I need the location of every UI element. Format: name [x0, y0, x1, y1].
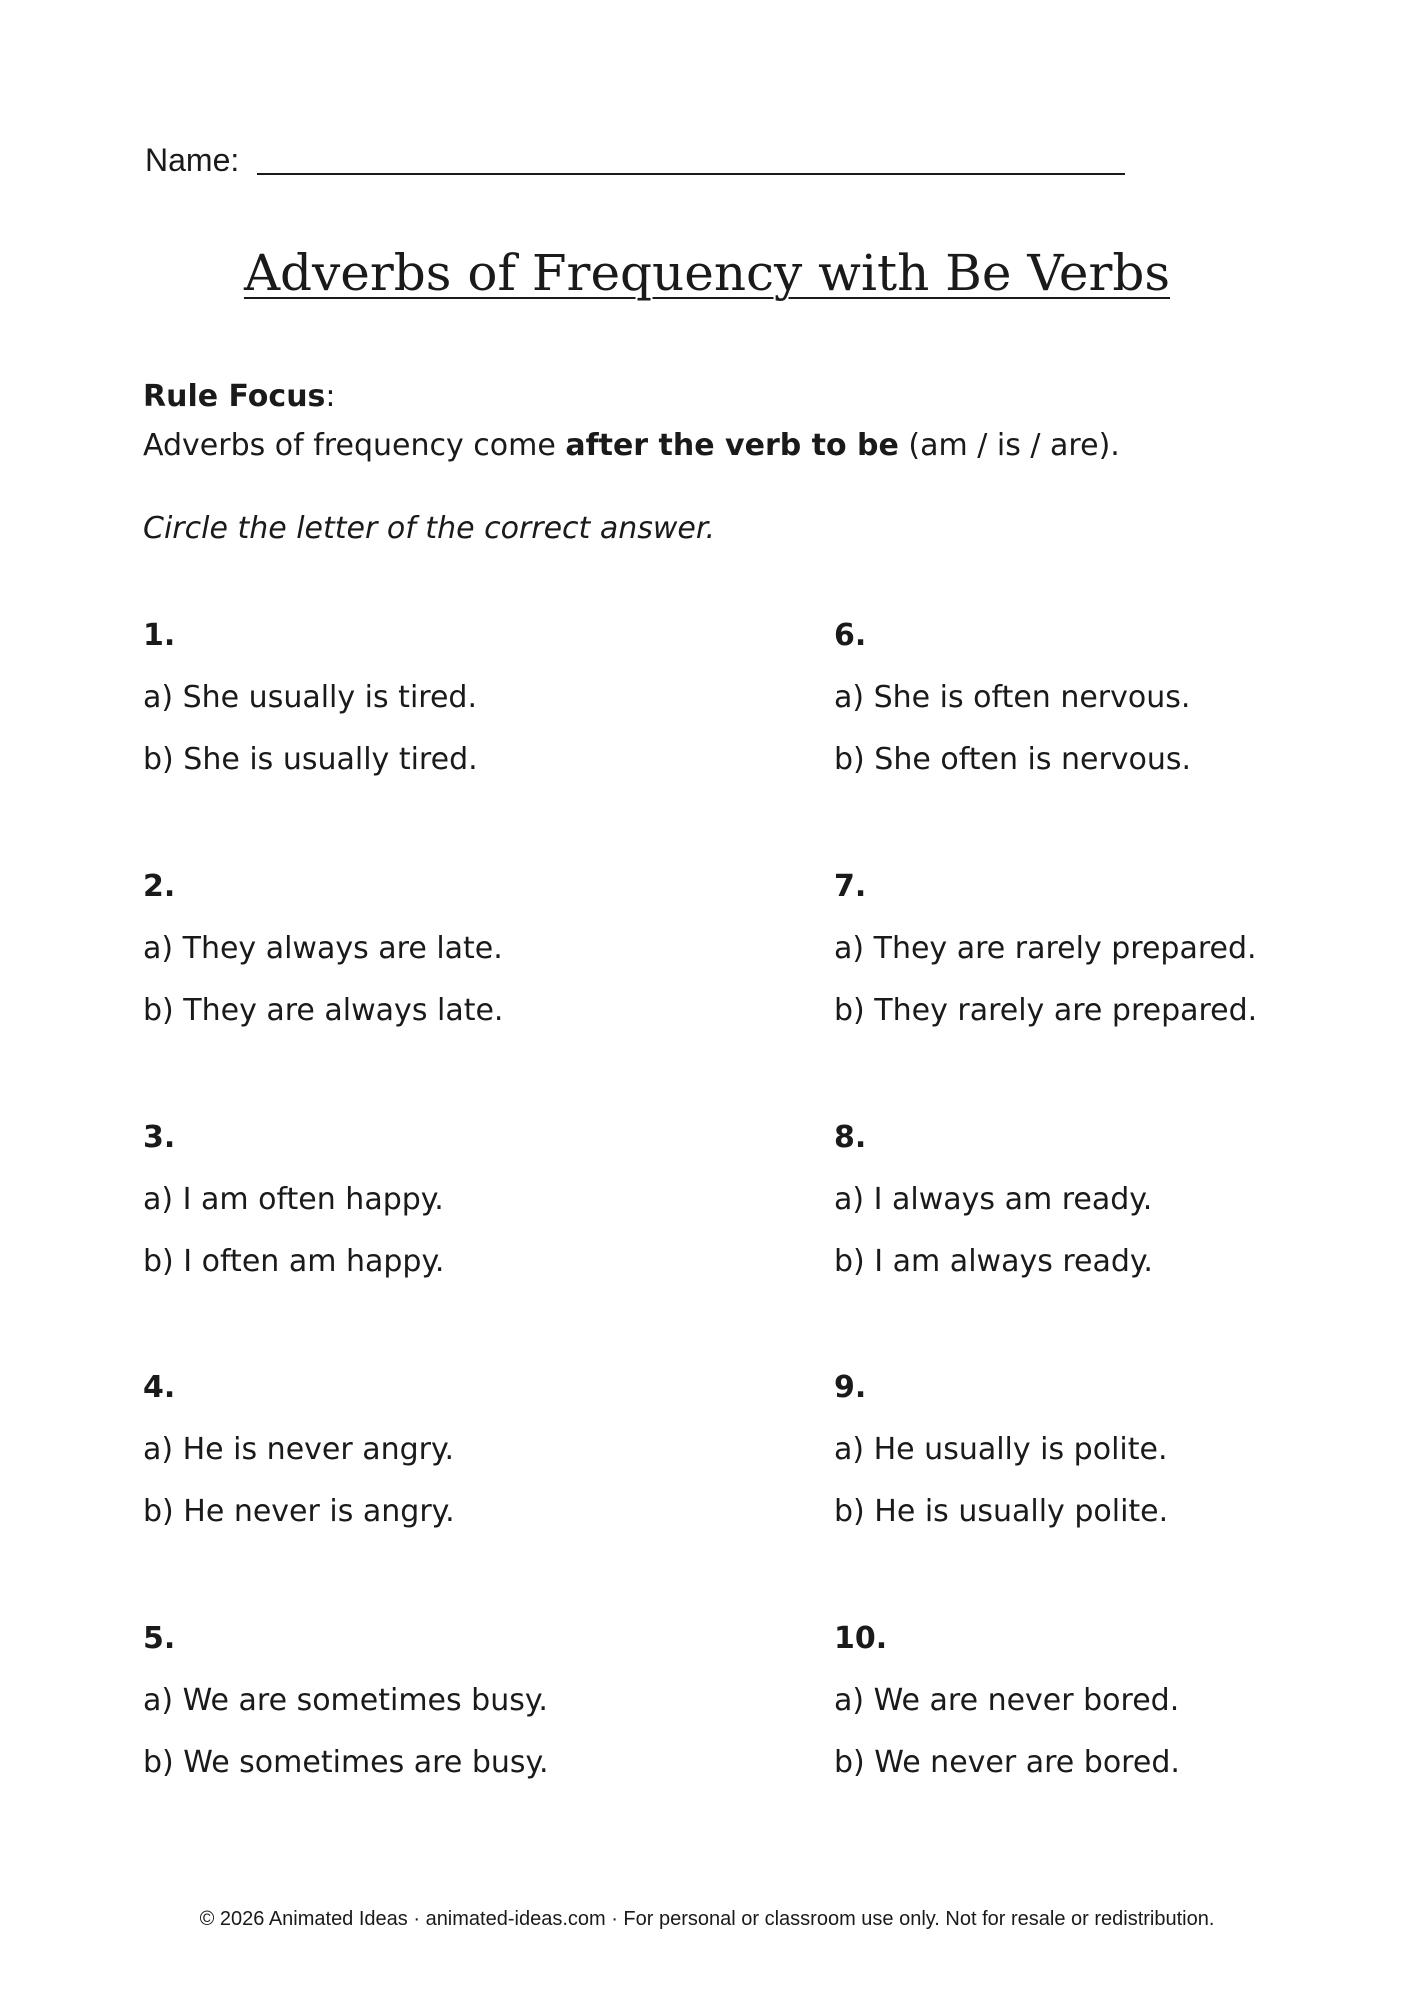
option-a[interactable]: a) I am often happy.: [143, 1182, 444, 1217]
question-8: [834, 1117, 1153, 1283]
question-number: 7.: [834, 869, 867, 904]
option-a[interactable]: a) They always are late.: [143, 931, 503, 966]
question-number: 1.: [143, 618, 176, 653]
question-1: [143, 615, 478, 781]
instruction: Circle the letter of the correct answer.: [143, 511, 715, 546]
option-b[interactable]: b) We sometimes are busy.: [143, 1745, 549, 1780]
question-number: 10.: [834, 1621, 888, 1656]
name-label: Name:: [145, 142, 240, 178]
question-number: 6.: [834, 618, 867, 653]
option-b[interactable]: b) They rarely are prepared.: [834, 993, 1258, 1028]
option-a[interactable]: a) He is never angry.: [143, 1432, 455, 1467]
question-number: 9.: [834, 1370, 867, 1405]
option-b[interactable]: b) She often is nervous.: [834, 742, 1192, 777]
rule-heading: [143, 376, 336, 418]
question-number: 2.: [143, 869, 176, 904]
question-number: 8.: [834, 1120, 867, 1155]
question-number: 4.: [143, 1370, 176, 1405]
name-field: [145, 140, 1125, 180]
question-2: [143, 866, 503, 1032]
option-a[interactable]: a) He usually is polite.: [834, 1432, 1168, 1467]
option-b[interactable]: b) I often am happy.: [143, 1244, 445, 1279]
option-a[interactable]: a) I always am ready.: [834, 1182, 1153, 1217]
question-number: 5.: [143, 1621, 176, 1656]
question-5: [143, 1618, 549, 1784]
copyright-footer: © 2026 Animated Ideas · animated-ideas.com · For personal or classroom use only. Not for resale or redistribution.: [199, 1908, 1215, 1930]
question-7: [834, 866, 1257, 1032]
option-b[interactable]: b) They are always late.: [143, 993, 504, 1028]
option-b[interactable]: b) I am always ready.: [834, 1244, 1153, 1279]
option-b[interactable]: b) He is usually polite.: [834, 1494, 1169, 1529]
rule-heading-colon: :: [325, 379, 336, 414]
option-a[interactable]: a) We are never bored.: [834, 1683, 1180, 1718]
option-a[interactable]: a) She usually is tired.: [143, 680, 477, 715]
rule-text-end: (am / is / are).: [898, 428, 1120, 463]
question-6: [834, 615, 1191, 781]
page-title: Adverbs of Frequency with Be Verbs: [243, 244, 1171, 302]
question-number: 3.: [143, 1120, 176, 1155]
question-9: [834, 1367, 1168, 1533]
option-b[interactable]: b) We never are bored.: [834, 1745, 1180, 1780]
option-a[interactable]: a) She is often nervous.: [834, 680, 1191, 715]
option-b[interactable]: b) She is usually tired.: [143, 742, 478, 777]
question-4: [143, 1367, 455, 1533]
name-write-line[interactable]: [257, 173, 1125, 175]
question-10: [834, 1618, 1180, 1784]
rule-text: [143, 425, 1120, 467]
option-a[interactable]: a) We are sometimes busy.: [143, 1683, 548, 1718]
rule-text-emphasis: after the verb to be: [565, 428, 899, 463]
rule-heading-label: Rule Focus: [143, 379, 326, 414]
option-b[interactable]: b) He never is angry.: [143, 1494, 455, 1529]
question-3: [143, 1117, 444, 1283]
option-a[interactable]: a) They are rarely prepared.: [834, 931, 1257, 966]
rule-text-start: Adverbs of frequency come: [143, 428, 566, 463]
